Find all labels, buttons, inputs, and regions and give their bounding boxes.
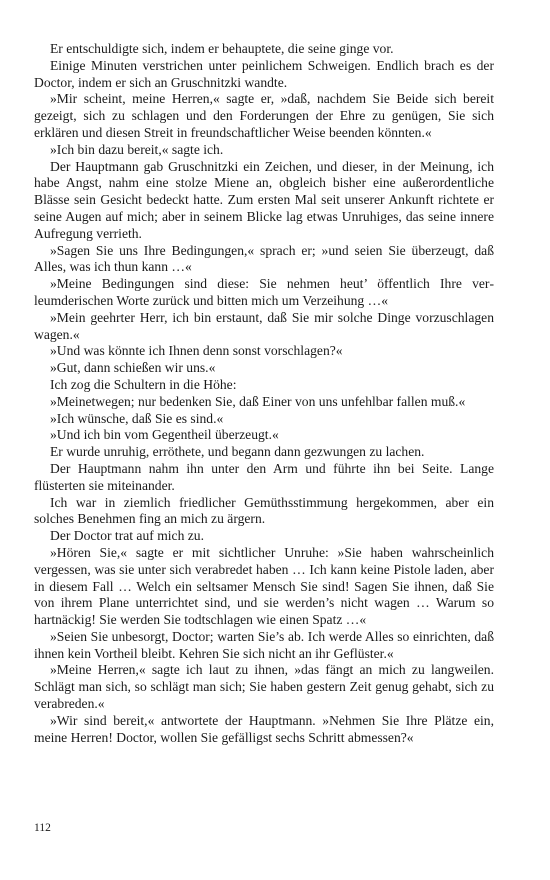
paragraph: »Wir sind bereit,« antwortete der Hauptmann. »Nehmen Sie Ihre Plätze ein, meine Herren! Doctor, wollen Sie gefälligst sechs Schritt abmessen?« [34, 712, 494, 745]
page-number: 112 [34, 822, 51, 834]
paragraph: Der Hauptmann gab Gruschnitzki ein Zeichen, und dieser, in der Meinung, ich habe Angst, nahm eine stolze Miene an, obgleich bisher eine außerordentliche Blässe sein Gesicht bedeckt hatte. Zum ersten Mal seit unserer Ankunft richtete er seine Augen auf mich; aber in seinem Blicke lag etwas Unruhiges, das seine innere Aufregung verrieth. [34, 158, 494, 241]
paragraph: »Mir scheint, meine Herren,« sagte er, »daß, nachdem Sie Beide sich bereit gezeigt, sich zu schlagen und den Forderungen der Ehre zu genügen, Sie sich erklären und diesen Streit in freundschaftlicher Weise beenden könnten.« [34, 91, 494, 140]
paragraph: »Ich wünsche, daß Sie es sind.« [50, 410, 224, 426]
paragraph: »Meine Bedingungen sind diese: Sie nehmen heut’ öffentlich Ihre verleumderischen Worte zurück und bitten mich um Verzeihung …« [34, 276, 494, 308]
paragraph: »Seien Sie unbesorgt, Doctor; warten Sie’s ab. Ich werde Alles so einrichten, daß ihnen kein Vortheil bleibt. Kehren Sie sich nicht an ihr Geflüster.« [34, 628, 494, 661]
paragraph: Einige Minuten verstrichen unter peinlichem Schweigen. Endlich brach es der Doctor, indem er sich an Gruschnitzki wandte. [34, 57, 494, 90]
paragraph: Er entschuldigte sich, indem er behauptete, die seine ginge vor. [50, 41, 394, 56]
paragraph: »Mein geehrter Herr, ich bin erstaunt, daß Sie mir solche Dinge vorzuschlagen wagen.« [34, 309, 494, 342]
page-body [34, 41, 494, 746]
paragraph: »Meine Herren,« sagte ich laut zu ihnen, »das fängt an mich zu langweilen. Schlägt man sich, so schlägt man sich; Sie haben gestern Zeit genug gehabt, sich zu verabreden.« [34, 662, 494, 712]
paragraph: »Gut, dann schießen wir uns.« [50, 360, 216, 376]
paragraph: Der Doctor trat auf mich zu. [50, 528, 204, 544]
paragraph: »Meinetwegen; nur bedenken Sie, daß Einer von uns unfehlbar fallen muß.« [50, 393, 466, 409]
paragraph: Ich zog die Schultern in die Höhe: [50, 376, 237, 392]
paragraph: »Und was könnte ich Ihnen denn sonst vorschlagen?« [50, 343, 343, 359]
paragraph: »Hören Sie,« sagte er mit sichtlicher Unruhe: »Sie haben wahrscheinlich vergessen, was sie unter sich verabredet haben … Ich kann keine Pistole laden, aber in diesem Fall … Welch ein seltsamer Mensch Sie sind! Sagen Sie ihnen, daß Sie von ihrem Plane unterrichtet sind, und sie werden’s nicht wagen … Warum so hartnäckig! Sie werden Sie todtschlagen wie einen Spatz …« [34, 544, 494, 628]
paragraph: Er wurde unruhig, erröthete, und begann dann gezwungen zu lachen. [50, 444, 425, 460]
paragraph: »Ich bin dazu bereit,« sagte ich. [50, 141, 224, 157]
paragraph: Der Hauptmann nahm ihn unter den Arm und führte ihn bei Seite. Lange flüsterten sie miteinander. [34, 460, 494, 493]
paragraph: Ich war in ziemlich friedlicher Gemüthsstimmung hergekommen, aber ein solches Benehmen fing an mich zu ärgern. [34, 494, 494, 527]
paragraph: »Und ich bin vom Gegentheil überzeugt.« [50, 427, 279, 443]
paragraph: »Sagen Sie uns Ihre Bedingungen,« sprach er; »und seien Sie überzeugt, daß Alles, was ich thun kann …« [34, 242, 494, 275]
